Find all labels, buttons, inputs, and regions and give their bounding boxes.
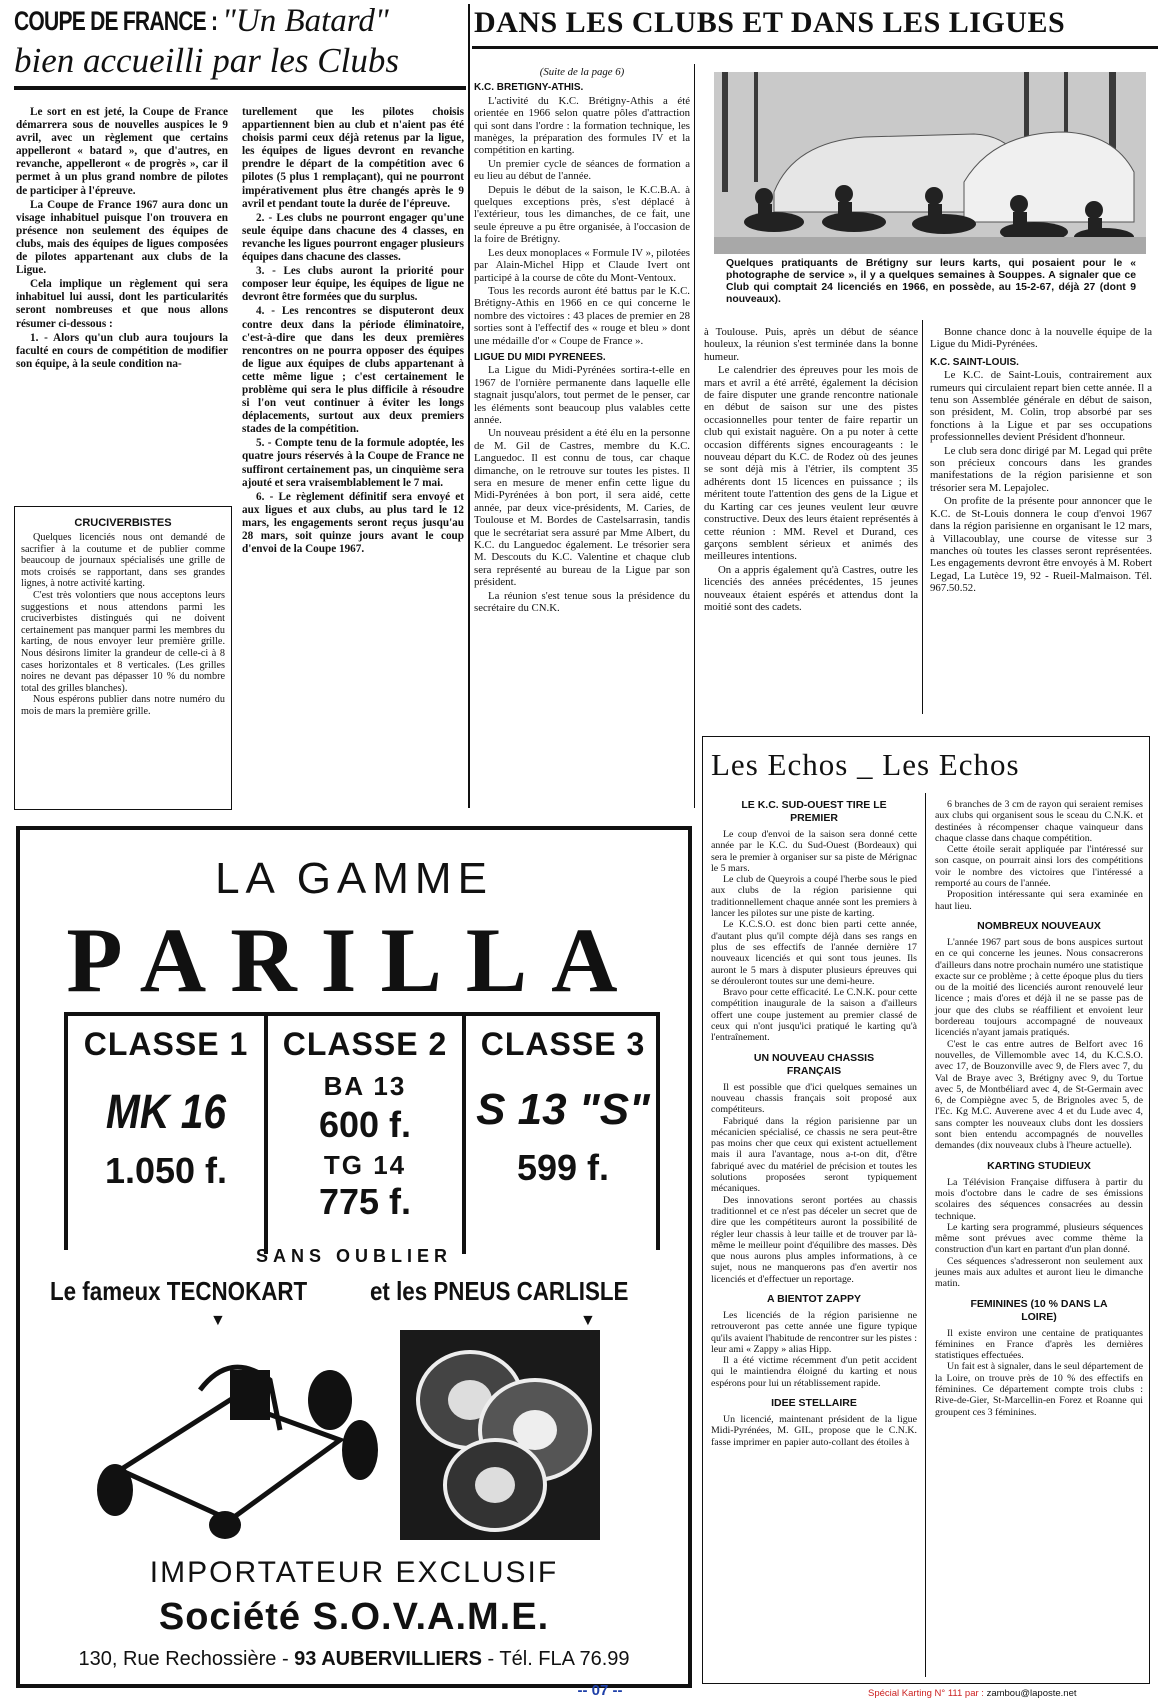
coupe-title-quote: "Un Batard" [222, 3, 389, 39]
cruciverbistes-title: CRUCIVERBISTES [74, 517, 172, 529]
arrow-down-icon: ▼ [210, 1312, 226, 1329]
coupe-title-line2: bien accueilli par les Clubs [14, 41, 399, 80]
ad-brand: PARILLA [66, 909, 642, 1011]
ad-class-1: CLASSE 1 MK 16 1.050 f. [83, 1026, 249, 1191]
tires-illustration [400, 1330, 600, 1540]
ad-societe: Société S.O.V.A.M.E. [158, 1596, 550, 1638]
ad-tecnokart: Le fameux TECNOKART [50, 1276, 308, 1306]
ad-classes-table [64, 1012, 660, 1250]
clubs-col-d: Bonne chance donc à la nouvelle équipe de la Ligue du Midi-Pyrénées. K.C. SAINT-LOUIS. Le K.C. de Saint-Louis, contrairement aux rumeurs qui circulaient repart bien cette année. Il a tenu son Assemblée générale en début de saison, son président, M. Colin, trop absorbé par ses fonctions à la Ligue et par ses occupations professionnelles devient Président d'honneur. Le club sera donc dirigé par M. Legad qui prête son précieux concours dans les grandes manifestations de la région parisienne et son trésorier sera M. Lepajolec. On profite de la présente pour annoncer que le K.C. de St-Louis donnera le coup d'envoi 1967 dans la région parisienne en organisant le 12 mars, à Villacoublay, une course de vitesse sur 3 manches où toutes les classes seront représentées. Les engagements devront être envoyés à M. Robert Legad, La Lutèce 19, 92 - Rueil-Malmaison. Tél. 967.50.52. [930, 326, 1152, 595]
photo-caption: Quelques pratiquants de Brétigny sur leurs karts, qui posaient pour le « photographe de service », il y a quelques semaines à Souppes. A signaler que ce Club qui comptait 24 licenciés en 1966, en possède, au 15-2-67, déjà 27 (dont 9 nouveaux). [726, 258, 1136, 305]
clubs-col-a: (Suite de la page 6) K.C. BRETIGNY-ATHIS. L'activité du K.C. Brétigny-Athis a été orientée en 1966 selon quatre pôles d'attraction qui sont dans l'ordre : la formation technique, les manèges, la préparation des formules IV et la compétition en karting. Un premier cycle de séances de formation a eu lieu au début de l'année. Depuis le début de la saison, le K.C.B.A. à quelques exceptions près, s'est déplacé à l'extérieur, tous les dimanches, de ce fait, une seule épreuve a pu être organisée, à l'occasion de la foire de Brétigny. Les deux monoplaces « Formule IV », pilotées par Alain-Michel Hipp et Claude Ivert ont participé à la course de côte du Mont-Ventoux. Tous les records auront été battus par le K.C. Brétigny-Athis en 1966 en ce qui concerne le nombre des victoires : 43 places de premier en 28 sorties sont à l'effectif des « rouge et bleu » dont une médaille d'or « Coupe de France ». LIGUE DU MIDI PYRENEES. La Ligue du Midi-Pyrénées sortira-t-elle en 1967 de l'ornière permanente dans laquelle elle stagnait jusqu'alors, tout permet de le penser, car les éléments sont beaucoup plus valables cette année. Un nouveau président a été élu en la personne de M. Gil de Castres, membre du K.C. Languedoc. Il est connu de tous, car chaque dimanche, on le retrouve sur toutes les pistes. Il sera en mesure de mener enfin cette ligue du Midi-Pyrénées à bon port, il sera aidé, cette année, par deux vice-présidents, M. Caries, de Toulouse et M. Bordes de Castelsarrasin, tandis que le secrétariat sera assuré par Mme Albert, du K.C. du Languedoc également. Le trésorier sera M. Descouts du K.C. Valentine et chaque club sera représenté au bureau de la Ligue par son président. La réunion s'est tenue sous la présidence du secrétaire du CN.K. [474, 66, 690, 615]
echos-title: Les Echos _ Les Echos [711, 747, 1020, 782]
credit-line: Spécial Karting N° 111 par : zambou@laposte.net [868, 1688, 1077, 1699]
ad-la-gamme: LA GAMME [215, 854, 493, 903]
coupe-title-prefix: COUPE DE FRANCE : [14, 6, 218, 36]
midi-head: LIGUE DU MIDI PYRENEES. [474, 351, 606, 363]
kart-illustration [80, 1330, 380, 1540]
ad-class-2: CLASSE 2 BA 13 600 f. TG 14 775 f. [282, 1026, 448, 1222]
page-number: -- 07 -- [577, 1682, 623, 1699]
echos-box [702, 736, 1150, 1684]
echos-col2: 6 branches de 3 cm de rayon qui seraient remises aux clubs qui organisent sous le sceau du C.N.K. et destinées à récompenser chaque vainqueur dans chaque classe dans chaque compétition. Cette étoile serait appliquée par l'intéressé sur son casque, on pourrait ainsi lors des compétitions voir le nombre des victoires que l'intéressé a remporté au cours de l'année. Proposition intéressante qui sera examinée en haut lieu. NOMBREUX NOUVEAUX L'année 1967 part sous de bons auspices surtout en ce qui concerne les jeunes. Nous consacrerons d'ailleurs dans notre prochain numéro une statistique exacte sur ce problème ; à cette époque plus du tiers ou de la moitié des licenciés auront renouvelé leur licence ; mais d'ores et déjà il ne se passe pas de jour que des clubs se réaffilient et envoient leur bordereau toujours accompagné de nouveaux licenciés n'ayant jamais pratiqués. C'est le cas entre autres de Belfort avec 16 nouvelles, de Villemomble avec 14, du K.C.S.O. avec 17, de Bouzonville avec 9, de Flers avec 7, du Val de Braye avec 3, Brétigny avec 9, du Tortue avec 5, de Montbéliard avec 4, de St-Germain avec 6, de Compiègne avec 5, de Brignoles avec 5, de l'Ec. Kg M.C. Auverene avec 4 et du Lude avec 4, sans compter les nouveaux clubs dont les dossiers sont bien entendu accompagnés de nouvelles demandes (dix nouveaux clubs à l'heure actuelle). KARTING STUDIEUX La Télévision Française diffusera à partir du mois d'octobre dans le cadre de ses émissions scolaires des séquences consacrées au dessin technique. Le karting sera programmé, plusieurs séquences même sont prévues avec comme thème la construction d'un kart en partant d'un plan donné. Ces séquences s'adresseront non seulement aux jeunes mais aux adultes et auront lieu le dimanche matin. FEMININES (10 % DANS LA LOIRE) Il existe environ une centaine de pratiquantes féminines en France d'après les dernières statistiques effectuées. Un fait est à signaler, dans le seul département de la Loire, on trouve près de 10 % des effectifs en féminines. Ce département compte trois clubs : Rive-de-Gier, St-Marcellin-en Forez et Roanne qui groupent ces 3 féminines. [935, 799, 1144, 1418]
echos-col1: LE K.C. SUD-OUEST TIRE LE PREMIER Le coup d'envoi de la saison sera donné cette année par le K.C. du Sud-Ouest (Bordeaux) qui sera le premier à organiser sur sa piste de Mérignac le 5 mars. Le club de Queyrois a coupé l'herbe sous le pied aux clubs de la région parisienne qui traditionnellement chaque année sont les premiers à lancer les pilotes sur une piste de karting. Le K.C.S.O. est donc bien parti cette année, d'autant plus qu'il compte déjà dans ses rangs en plus de ses effectifs de l'année dernière 17 nouveaux licenciés et qui sont tous jeunes. Ils auront le 5 mars à disputer plusieurs épreuves qui se dérouleront toutes sur une demi-heure. Bravo pour cette efficacité. Le C.N.K. pour cette compétition inaugurale de la saison a d'ailleurs offert une coupe justement au premier classé de ceux qui n'ont jusqu'ici pratiqué le karting qu'à l'entraînement. UN NOUVEAU CHASSIS FRANÇAIS Il est possible que d'ici quelques semaines un nouveau chassis français soit proposé aux compétiteurs. Fabriqué dans la région parisienne par un mécanicien spécialisé, ce chassis ne sera peut-être pas moins cher que ceux qui existent actuellement mais il aura l'avantage, nous a-t-on dit, d'être fabriqué avec du matériel de précision et toutes les solutions proposées seront typiquement mécaniques. Des innovations seront portées au chassis traditionnel et ce n'est pas déceler un secret que de dire que les compétiteurs auront la possibilité de régler leur chassis à leur taille et de trouver par là-même le meilleur point d'équilibre des masses. Dès que nous aurons plus amples informations, à ce sujet, nous ne manquerons pas d'en avertir nos licenciés et d'effectuer un reportage. A BIENTOT ZAPPY Les licenciés de la région parisienne ne retrouveront pas cette année une figure typique qu'ils avaient l'habitude de rencontrer sur les pistes : leur ami « Zappy » alias Hipp. Il a été victime récemment d'un petit accident qui le maintiendra éloigné du karting et nous espérons pour lui un rétablissement rapide. IDEE STELLAIRE Un licencié, maintenant président de la ligue Midi-Pyrénées, M. GIL, propose que le C.N.K. fasse imprimer en papier auto-collant des étoiles à [711, 799, 917, 1448]
coupe-title [14, 3, 464, 81]
coupe-col1: Le sort en est jeté, la Coupe de France démarrera sous de nouvelles auspices le 9 avril, avec un règlement que certains appelleront « batard », que d'autres, en revanche, appelleront « de progrès », car il permet à un plus grand nombre de pilotes de participer à l'épreuve. La Coupe de France 1967 aura donc un visage inhabituel puisque l'on trouvera en présence non seulement des équipes de clubs, mais des équipes de ligues composées de pilotes appartenant aux clubs de la Ligue. Cela implique un règlement qui sera inhabituel lui aussi, dont les particularités seront nombreuses et que nous allons résumer ci-dessous : 1. - Alors qu'un club aura toujours la faculté en cours de compétition de modifier son équipe, à la seule condition na- [16, 106, 228, 370]
arrow-down-icon: ▼ [580, 1312, 596, 1329]
ad-importateur: IMPORTATEUR EXCLUSIF [149, 1556, 559, 1589]
clubs-title: DANS LES CLUBS ET DANS LES LIGUES [474, 6, 1066, 39]
bretigny-photo [714, 72, 1146, 254]
coupe-col2: turellement que les pilotes choisis appartiennent bien au club et n'aient pas été choisis parmi ceux déjà retenus par la ligue, les équipes de ligues devront en revanche prendre le départ de la compétition avec 6 pilotes (5 plus 1 remplaçant), qui ne pourront impérativement plus être changés après le 9 avril et pendant toute la durée de l'épreuve. 2. - Les clubs ne pourront engager qu'une seule équipe dans chacune des 4 classes, en revanche les ligues pourront engager plusieurs équipes dans chacune des classes. 3. - Les clubs auront la priorité pour composer leur équipe, les équipes de ligue ne devront être formées que du surplus. 4. - Les rencontres se disputeront deux contre deux dans la période éliminatoire, c'est-à-dire que dans les deux premières rencontres on ne pourra opposer des équipes de ligue aux équipes de clubs appartenant à cette même ligue ; c'est certainement le problème qui sera le plus difficile à résoudre si l'on veut continuer à éviter les longs déplacements, surtout aux deux premiers stades de la compétition. 5. - Compte tenu de la formule adoptée, les quatre jours réservés à la Coupe de France ne suffiront certainement pas, un cinquième sera ajouté et sera vraisemblablement le 7 mai. 6. - Le règlement définitif sera envoyé et aux ligues et aux clubs, au plus tard le 12 mars, les engagements seront reçus jusqu'au 28 mars, soit quinze jours avant le coup d'envoi de la Coupe 1967. [242, 106, 464, 556]
ad-sans-oublier: SANS OUBLIER [255, 1246, 452, 1266]
cruciverbistes-box: CRUCIVERBISTES Quelques licenciés nous ont demandé de sacrifier à la coutume et de publier comme beaucoup de journaux spécialisés une grille de mots croisés se rapportant, dans ses grandes lignes, à notre activité karting. C'est très volontiers que nous acceptons leurs suggestions et nous attendons parmi les cruciverbistes distingués qui ne doivent certainement pas manquer parmi les membres du karting, de nous envoyer leur première grille. Nous désirons limiter la grandeur de celle-ci à 8 cases horizontales et 8 verticales. (Les grilles noires ne devant pas dépasser 10 % du nombre total des grilles blanches). Nous espérons publier dans notre numéro du mois de mars la première grille. [14, 506, 232, 810]
bretigny-head: K.C. BRETIGNY-ATHIS. [474, 82, 584, 94]
ad-class-3: CLASSE 3 S 13 "S" 599 f. [476, 1026, 650, 1188]
clubs-col-c: à Toulouse. Puis, après un début de séance houleux, la réunion s'est terminée dans la bonne humeur. Le calendrier des épreuves pour les mois de mars et avril a été arrêté, également la décision de faire disputer une grande rencontre nationale en début de saison sur une des pistes occasionnelles pour tenter de faire repartir un club qui existait naguère. On a pu noter à cette occasion différents signes encourageants : le nouveau départ du K.C. de Rodez où des jeunes se sont déjà mis à l'étrier, ils comptent 35 adhérents dont 15 licences en puissance ; ils méritent toute l'attention des gens de la Ligue et du Karting car ces jeunes veulent leur œuvre constructive. Deux des leurs étaient représentés à cette réunion : MM. Revel et Durand, ces garçons semblent sérieux et animés des meilleures intentions. On a appris également qu'à Castres, outre les licenciés des années précédentes, 15 jeunes nouveaux étaient espérés et attendus dont la moitié sont des cadets. [704, 326, 918, 613]
ad-pneus: et les PNEUS CARLISLE [370, 1276, 629, 1306]
ad-address: 130, Rue Rechossière - 93 AUBERVILLIERS - Tél. FLA 76.99 [78, 1648, 630, 1670]
stlouis-head: K.C. SAINT-LOUIS. [930, 356, 1019, 368]
parilla-ad [16, 826, 692, 1688]
